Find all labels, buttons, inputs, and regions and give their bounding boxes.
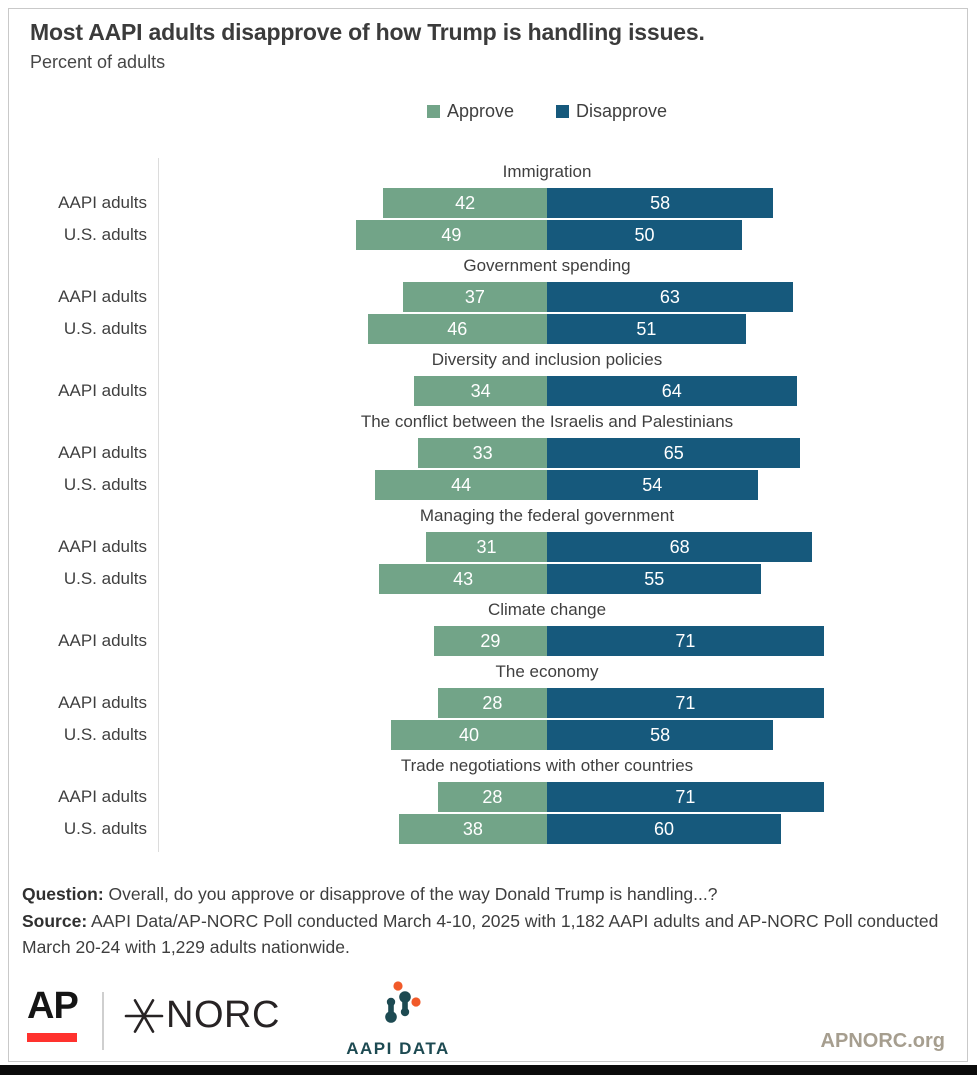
norc-logo-text: NORC — [166, 994, 280, 1036]
bar-strip — [414, 376, 957, 406]
bar-row — [20, 470, 957, 500]
bar-wrap — [160, 688, 957, 718]
row-label: U.S. adults — [63, 819, 147, 838]
approve-swatch-icon — [427, 105, 440, 118]
bar-strip — [403, 282, 957, 312]
disapprove-bar-segment: 64 — [547, 376, 797, 406]
question-text: Overall, do you approve or disapprove of the way Donald Trump is handling...? — [103, 884, 718, 904]
bar-strip — [418, 438, 957, 468]
approve-bar-segment: 49 — [356, 220, 547, 250]
aapi-data-logo — [328, 980, 468, 1059]
row-label: AAPI adults — [58, 631, 147, 650]
bar-row — [20, 314, 957, 344]
section-title: The economy — [495, 662, 599, 681]
legend-item-approve — [427, 101, 514, 122]
page-subtitle: Percent of adults — [30, 52, 166, 72]
bar-row — [20, 188, 957, 218]
disapprove-bar-segment: 54 — [547, 470, 758, 500]
bar-strip — [383, 188, 957, 218]
footnote-block — [22, 881, 956, 961]
bar-row — [20, 688, 957, 718]
bar-wrap — [160, 814, 957, 844]
norc-star-icon — [124, 996, 164, 1036]
chart-legend — [160, 101, 934, 122]
approve-bar-segment: 31 — [426, 532, 547, 562]
section-title: Climate change — [487, 600, 607, 619]
ap-logo-text: AP — [27, 985, 78, 1027]
disapprove-bar-segment: 71 — [547, 688, 824, 718]
bar-strip — [438, 688, 957, 718]
chart-sections — [20, 158, 957, 846]
ap-logo — [27, 986, 78, 1042]
bar-wrap — [160, 188, 957, 218]
disapprove-swatch-icon — [556, 105, 569, 118]
disapprove-bar-segment: 68 — [547, 532, 812, 562]
disapprove-bar-segment: 63 — [547, 282, 793, 312]
bar-strip — [368, 314, 957, 344]
approve-bar-segment: 44 — [375, 470, 547, 500]
row-label: U.S. adults — [63, 475, 147, 494]
row-label: AAPI adults — [58, 537, 147, 556]
disapprove-bar-segment: 58 — [547, 188, 773, 218]
source-line — [22, 908, 956, 961]
bar-strip — [426, 532, 957, 562]
section-title: Government spending — [463, 256, 631, 275]
disapprove-bar-segment: 71 — [547, 782, 824, 812]
bottom-black-bar — [0, 1065, 977, 1075]
bar-wrap — [160, 220, 957, 250]
approve-bar-segment: 28 — [438, 782, 547, 812]
bar-row — [20, 532, 957, 562]
bar-strip — [379, 564, 957, 594]
bar-wrap — [160, 532, 957, 562]
approve-bar-segment: 46 — [368, 314, 547, 344]
aapi-data-mark-icon — [374, 980, 422, 1032]
ap-logo-redbar — [27, 1033, 77, 1042]
disapprove-bar-segment: 55 — [547, 564, 762, 594]
section-title: Managing the federal government — [419, 506, 675, 525]
bar-strip — [356, 220, 957, 250]
approve-bar-segment: 38 — [399, 814, 547, 844]
section-title: The conflict between the Israelis and Palestinians — [360, 412, 734, 431]
bar-wrap — [160, 470, 957, 500]
section-title: Diversity and inclusion policies — [431, 350, 663, 369]
page-title: Most AAPI adults disapprove of how Trump is handling issues. — [30, 19, 705, 45]
bar-strip — [438, 782, 957, 812]
disapprove-bar-segment: 65 — [547, 438, 801, 468]
bar-row — [20, 626, 957, 656]
bar-row — [20, 220, 957, 250]
disapprove-bar-segment: 51 — [547, 314, 746, 344]
bar-strip — [434, 626, 957, 656]
bar-wrap — [160, 564, 957, 594]
row-label: U.S. adults — [63, 569, 147, 588]
disapprove-bar-segment: 58 — [547, 720, 773, 750]
bar-wrap — [160, 626, 957, 656]
source-text: AAPI Data/AP-NORC Poll conducted March 4-10, 2025 with 1,182 AAPI adults and AP-NORC Poll conducted March 20-24 with 1,229 adults nationwide. — [22, 910, 939, 957]
row-label: AAPI adults — [58, 287, 147, 306]
approve-bar-segment: 29 — [434, 626, 547, 656]
approve-bar-segment: 34 — [414, 376, 547, 406]
legend-label: Disapprove — [576, 101, 668, 121]
legend-item-disapprove — [556, 101, 667, 122]
row-label: U.S. adults — [63, 725, 147, 744]
section-title: Immigration — [502, 162, 592, 181]
bar-row — [20, 376, 957, 406]
question-line — [22, 881, 956, 908]
bar-row — [20, 438, 957, 468]
approve-bar-segment: 37 — [403, 282, 547, 312]
aapi-data-logo-text: AAPI DATA — [346, 1039, 450, 1058]
bar-row — [20, 814, 957, 844]
bar-row — [20, 282, 957, 312]
disapprove-bar-segment: 71 — [547, 626, 824, 656]
row-label: AAPI adults — [58, 693, 147, 712]
disapprove-bar-segment: 60 — [547, 814, 781, 844]
row-label: AAPI adults — [58, 381, 147, 400]
apnorc-site-text: APNORC.org — [820, 1030, 945, 1052]
row-label: AAPI adults — [58, 787, 147, 806]
bar-wrap — [160, 782, 957, 812]
question-label: Question: — [22, 884, 104, 904]
row-label: AAPI adults — [58, 443, 147, 462]
bar-wrap — [160, 376, 957, 406]
approve-bar-segment: 42 — [383, 188, 547, 218]
approve-bar-segment: 28 — [438, 688, 547, 718]
norc-logo — [124, 994, 280, 1037]
bar-wrap — [160, 282, 957, 312]
bar-row — [20, 720, 957, 750]
bar-row — [20, 782, 957, 812]
bar-strip — [375, 470, 957, 500]
bar-wrap — [160, 438, 957, 468]
row-label: U.S. adults — [63, 225, 147, 244]
bar-wrap — [160, 720, 957, 750]
approve-bar-segment: 33 — [418, 438, 547, 468]
legend-label: Approve — [446, 101, 514, 121]
approve-bar-segment: 43 — [379, 564, 547, 594]
row-label: U.S. adults — [63, 319, 147, 338]
approve-bar-segment: 40 — [391, 720, 547, 750]
bar-wrap — [160, 314, 957, 344]
disapprove-bar-segment: 50 — [547, 220, 742, 250]
footer-divider — [102, 992, 104, 1050]
bar-strip — [399, 814, 957, 844]
section-title: Trade negotiations with other countries — [400, 756, 694, 775]
source-label: Source: — [22, 910, 88, 931]
bar-row — [20, 564, 957, 594]
bar-strip — [391, 720, 957, 750]
row-label: AAPI adults — [58, 193, 147, 212]
